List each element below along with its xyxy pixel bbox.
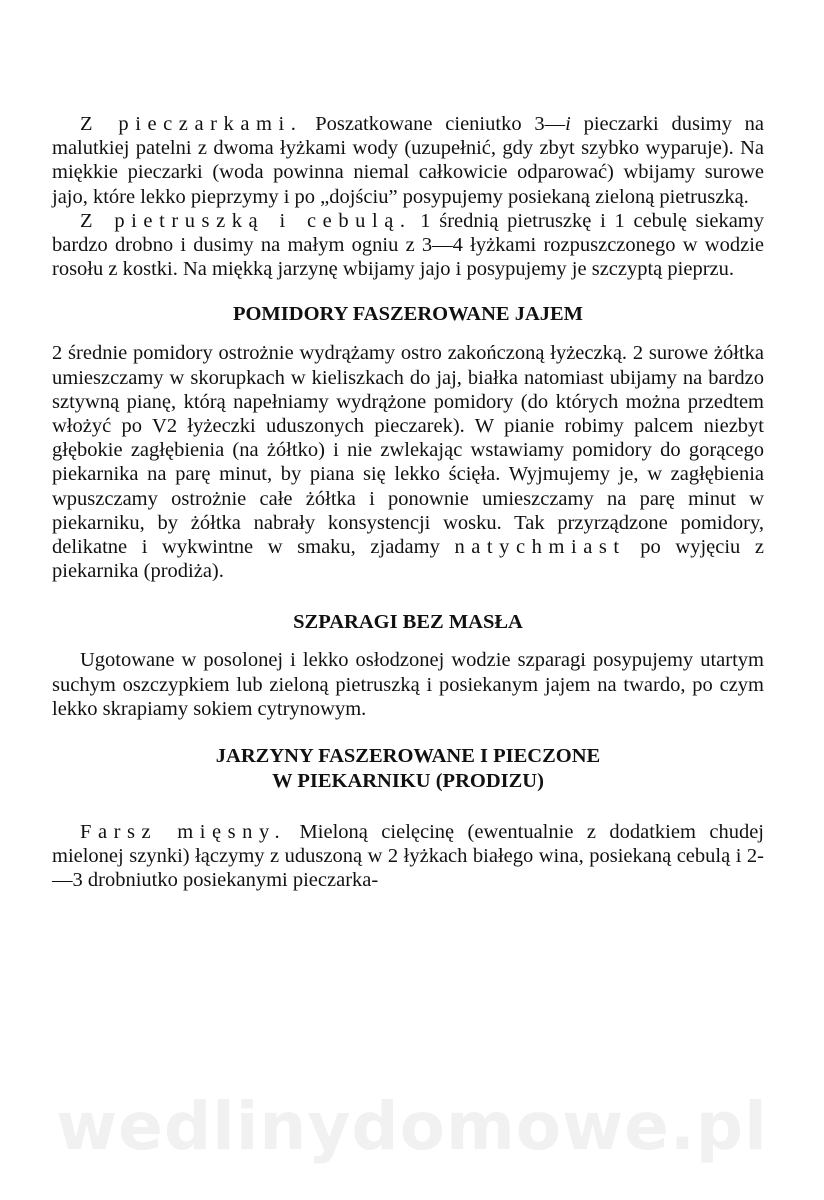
paragraph-with-parsley-onion — [52, 209, 764, 282]
paragraph-text: Mieloną cielęcinę (ewentualnie z dodatkiem chudej mielonej szynki) łączymy z uduszoną w 2 łyżkach białego wina, posiekaną cebulą i 2-—3 drobniutko posiekanymi pieczarka- — [52, 821, 764, 892]
paragraph-text: 2 średnie pomidory ostrożnie wydrążamy ostro zakończoną łyżeczką. 2 surowe żółtka umieszczamy w skorupkach w kieliszkach do jaj, białka natomiast ubijamy na bardzo sztywną pianę, którą napełniamy wydrążone pomidory (do których można przedtem włożyć po V2 łyżeczki uduszonych pieczarek). W pianie robimy palcem niezbyt głębokie zagłębienia (na żółtko) i nie zwlekając wstawiamy pomidory do gorącego piekarnika na parę minut, by piana się lekko ścięła. Wyjmujemy je, w zagłębienia wpuszczamy ostrożnie całe żółtka i ponownie umieszczamy na parę minut w piekarniku, by żółtka nabrały konsystencji wosku. Tak przyrządzone pomidory, delikatne i wykwintne w smaku, zjadamy — [52, 342, 764, 559]
paragraph-lead: Z pieczarkami. — [80, 113, 303, 135]
watermark: wedlinydomowe.pl — [56, 1088, 768, 1165]
paragraph-text: pieczarki dusimy na malutkiej patelni z dwoma łyżkami wody (uzupełnić, gdy zbyt szybko wyparuje). Na miękkie pieczarki (woda powinna niemal całkowicie odparować) wbijamy surowe jajo, które lekko pieprzymy i po „dojściu” posypujemy posiekaną zieloną pietruszką. — [52, 113, 764, 208]
paragraph-text: po wyjęciu z piekarnika (prodiża). — [52, 536, 764, 583]
italic-letter: i — [565, 113, 571, 135]
document-page — [52, 112, 764, 893]
heading-szparagi: SZPARAGI BEZ MASŁA — [293, 611, 523, 634]
paragraph-farsz — [52, 820, 764, 893]
paragraph-lead: Z pietruszką i cebulą. — [80, 209, 412, 232]
heading-jarzyny-line1: JARZYNY FASZEROWANE I PIECZONE — [215, 745, 601, 768]
paragraph-lead: Farsz mięsny. — [80, 821, 287, 844]
paragraph-text: Poszatkowane cieniutko 3— — [302, 113, 566, 135]
heading-pomidory: POMIDORY FASZEROWANE JAJEM — [232, 303, 584, 326]
paragraph-szparagi: Ugotowane w posolonej i lekko osłodzonej wodzie szparagi posypujemy utartym suchym oszczypkiem lub zieloną pietruszką i posiekanym jajem na twardo, po czym lekko skrapiamy sokiem cytrynowym. — [52, 649, 764, 720]
paragraph-pomidory — [52, 341, 764, 583]
paragraph-with-mushrooms — [52, 112, 764, 209]
emphasized-word: natychmiast — [454, 536, 626, 559]
heading-jarzyny-line2: W PIEKARNIKU (PRODIZU) — [272, 770, 544, 793]
paragraph-text: 1 średnią pietruszkę i 1 cebulę siekamy bardzo drobno i dusimy na małym ogniu z 3—4 łyżkami rozpuszczonego w wodzie rosołu z kostki. Na miękką jarzynę wbijamy jajo i posypujemy je szczyptą pieprzu. — [52, 209, 764, 281]
